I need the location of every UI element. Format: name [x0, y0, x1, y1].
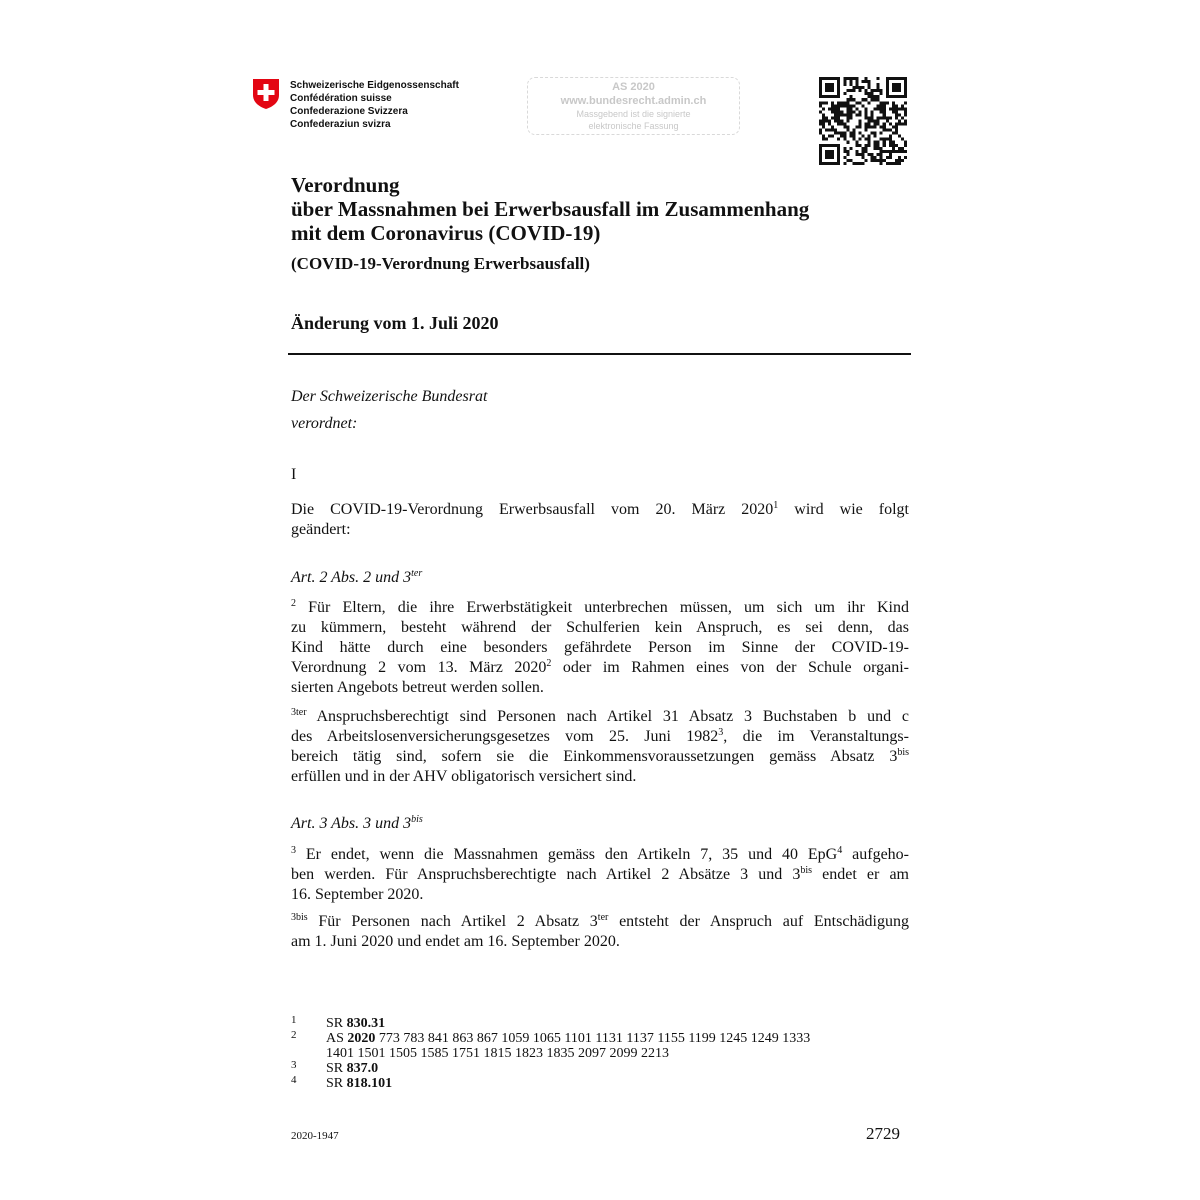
- paragraph-number: 3bis: [291, 912, 308, 923]
- footnote-ref: 1: [773, 500, 779, 511]
- article-2-heading: Art. 2 Abs. 2 und $3^{ter}$: [291, 568, 423, 586]
- title-line: über Massnahmen bei Erwerbsausfall im Zusammenhang: [291, 197, 810, 221]
- article-2-paragraph-2: $^2$ Für Eltern, die ihre Erwerbstätigkeit unterbrechen müssen, um sich um ihr Kind zu kümmern, besteht während der Schulferien kein Anspruch, es sei denn, das Kind hätte durch eine besonders gefährdete Person im Sinne der COVID-19- Verordnung 2 vom 13. März 2020$^2$ oder im Rahmen eines von der Schule organi- sierten Angebots betreut werden sollen.: [291, 598, 909, 696]
- stamp-url: www.bundesrecht.admin.ch: [560, 95, 707, 107]
- enactment-line: verordnet:: [291, 415, 358, 432]
- qr-code-icon: [819, 77, 907, 165]
- amendment-date: Änderung vom 1. Juli 2020: [291, 313, 499, 333]
- paragraph-number: 2: [291, 598, 296, 609]
- enactment-line: Der Schweizerische Bundesrat: [291, 388, 488, 405]
- article-3-paragraph-3bis: $^{3bis}$ Für Personen nach Artikel 2 Absatz $3^{ter}$ entsteht der Anspruch auf Entschädigung am 1. Juni 2020 und endet am 16. September 2020.: [291, 912, 909, 950]
- document-number: 2020-1947: [291, 1130, 339, 1142]
- document-title: [291, 173, 809, 245]
- authority-line: Confédération suisse: [290, 93, 392, 104]
- authority-line: Confederaziun svizra: [290, 119, 391, 130]
- stamp-note: Massgebend ist die signierte: [576, 109, 691, 119]
- article-3-paragraph-3: $^3$ Er endet, wenn die Massnahmen gemäss den Artikeln 7, 35 und 40 EpG$^4$ aufgeho- ben werden. Für Anspruchsberechtigte nach Artikel 2 Absätze 3 und $3^{bis}$ endet er am 16. September 2020.: [291, 845, 910, 903]
- paragraph-number: 3: [291, 845, 296, 856]
- title-line: mit dem Coronavirus (COVID-19): [291, 221, 601, 245]
- title-divider: [288, 353, 911, 355]
- page-number: 2729: [866, 1124, 900, 1143]
- footnote-ref: 3: [718, 727, 724, 738]
- stamp-as: AS 2020: [612, 81, 655, 93]
- publication-stamp: [527, 77, 740, 135]
- stamp-note: elektronische Fassung: [588, 121, 679, 131]
- enactment-clause: [291, 383, 487, 437]
- short-title: (COVID-19-Verordnung Erwerbsausfall): [291, 254, 590, 273]
- title-line: Verordnung: [291, 173, 400, 197]
- footnote-ref: 4: [837, 845, 843, 856]
- article-3-heading: Art. 3 Abs. 3 und $3^{bis}$: [291, 814, 423, 832]
- section-number: I: [291, 466, 297, 483]
- authority-name-block: [290, 79, 459, 131]
- authority-line: Schweizerische Eidgenossenschaft: [290, 80, 459, 91]
- paragraph-number: 3ter: [291, 707, 307, 718]
- swiss-cross-icon: [252, 78, 280, 110]
- article-2-paragraph-3ter: $^{3ter}$ Anspruchsberechtigt sind Personen nach Artikel 31 Absatz 3 Buchstaben b und c des Arbeitslosenversicherungsgesetzes vom 25. Juni 1982$^3$, die im Veranstaltungs- bereich tätig sind, sofern sie die Einkommensvoraussetzungen gemäss Absatz $3^{bis}$ erfüllen und in der AHV obligatorisch versichert sind.: [291, 707, 909, 785]
- authority-line: Confederazione Svizzera: [290, 106, 408, 117]
- footnote-ref: 2: [546, 658, 552, 669]
- intro-paragraph: Die COVID-19-Verordnung Erwerbsausfall vom 20. März 2020$^1$ wird wie folgt geändert:: [291, 500, 910, 538]
